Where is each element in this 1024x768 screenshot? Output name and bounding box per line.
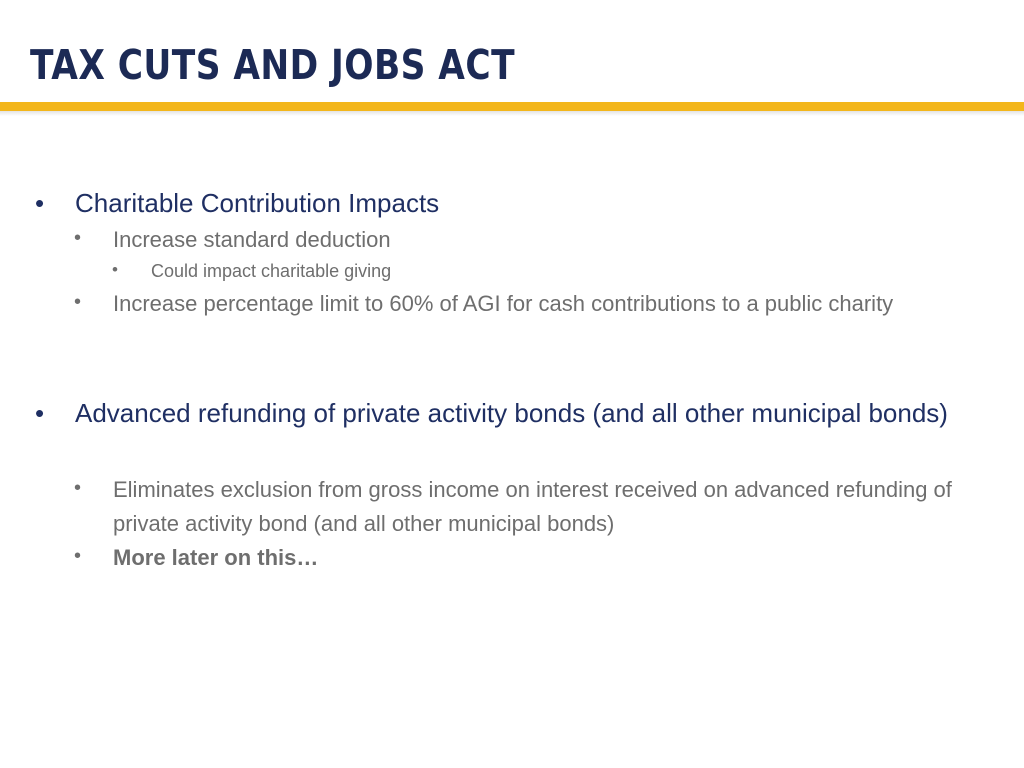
list-item-text: Increase percentage limit to 60% of AGI for cash contributions to a public charity	[113, 291, 894, 316]
sub-list-item-text: Could impact charitable giving	[151, 261, 392, 281]
list-item-text: Eliminates exclusion from gross income on interest received on advanced refunding of private activity bond (and all other municipal bonds)	[113, 477, 952, 536]
bullet-icon: •	[74, 227, 82, 249]
list-item-text: More later on this…	[113, 545, 319, 570]
list-item	[74, 473, 973, 541]
section-heading	[35, 184, 995, 223]
section-heading-text: Advanced refunding of private activity bonds (and all other municipal bonds)	[75, 398, 948, 428]
bullet-icon: •	[74, 291, 82, 313]
title-rule-shadow	[0, 111, 1024, 116]
bullet-icon: •	[74, 477, 82, 499]
bullet-icon: •	[112, 260, 118, 279]
list-item-emphasis	[74, 541, 973, 575]
sub-list-item	[112, 257, 951, 285]
list-item	[74, 287, 973, 321]
bullet-icon: •	[35, 398, 45, 428]
bullet-icon: •	[35, 188, 45, 218]
section-heading-text: Charitable Contribution Impacts	[75, 188, 440, 218]
bullet-icon: •	[74, 545, 82, 567]
title-underline-rule	[0, 102, 1024, 111]
slide-title: TAX CUTS AND JOBS ACT	[30, 41, 515, 89]
section-heading	[35, 394, 995, 433]
list-item-text: Increase standard deduction	[113, 227, 391, 252]
list-item	[74, 223, 973, 257]
